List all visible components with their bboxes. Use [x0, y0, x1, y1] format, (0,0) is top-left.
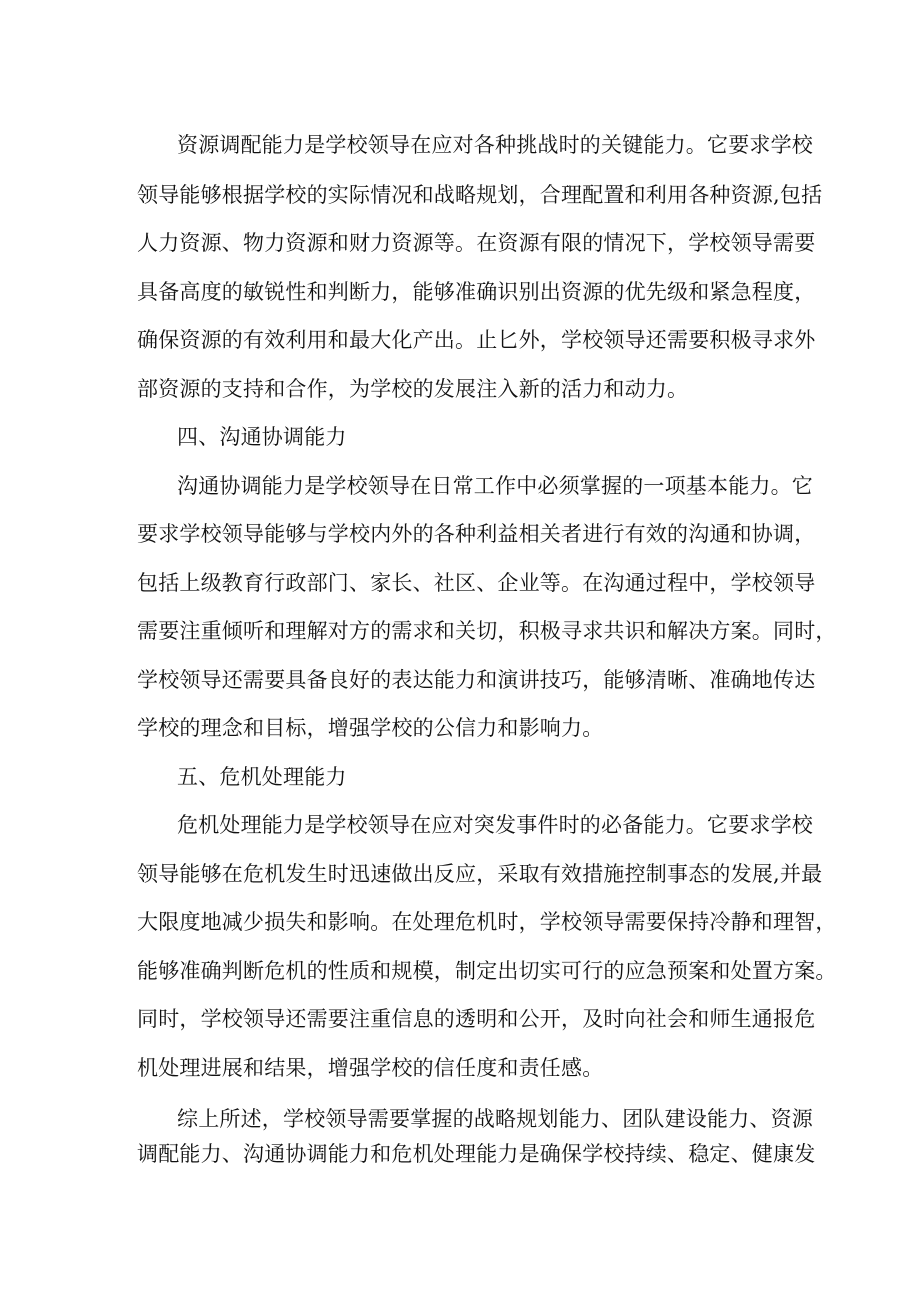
paragraph-line: 综上所述，学校领导需要掌握的战略规划能力、团队建设能力、资源 — [177, 1107, 813, 1131]
paragraph-line: 学校领导还需要具备良好的表达能力和演讲技巧，能够清晰、准确地传达 — [137, 668, 816, 692]
section-heading: 四、沟通协调能力 — [177, 425, 347, 449]
paragraph-line: 沟通协调能力是学校领导在日常工作中必须掌握的一项基本能力。它 — [177, 474, 813, 498]
section-heading: 五、危机处理能力 — [177, 765, 347, 789]
paragraph-line: 人力资源、物力资源和财力资源等。在资源有限的情况下，学校领导需要 — [137, 231, 816, 255]
paragraph-line: 确保资源的有效利用和最大化产出。止匕外，学校领导还需要积极寻求外 — [137, 328, 816, 352]
paragraph-line: 机处理进展和结果，增强学校的信任度和责任感。 — [137, 1056, 604, 1080]
paragraph-line: 领导能够根据学校的实际情况和战略规划，合理配置和利用各种资源,包括 — [137, 183, 823, 207]
paragraph-line: 同时，学校领导还需要注重信息的透明和公开，及时向社会和师生通报危 — [137, 1007, 816, 1031]
paragraph-line: 调配能力、沟通协调能力和危机处理能力是确保学校持续、稳定、健康发 — [137, 1142, 816, 1166]
paragraph-line: 具备高度的敏锐性和判断力，能够准确识别出资源的优先级和紧急程度， — [137, 280, 816, 304]
paragraph-line: 包括上级教育行政部门、家长、社区、企业等。在沟通过程中，学校领导 — [137, 571, 816, 595]
paragraph-line: 学校的理念和目标，增强学校的公信力和影响力。 — [137, 716, 604, 740]
paragraph-line: 大限度地减少损失和影响。在处理危机时，学校领导需要保持冷静和理智， — [137, 910, 837, 934]
paragraph-line: 能够准确判断危机的性质和规模，制定出切实可行的应急预案和处置方案。 — [137, 959, 837, 983]
paragraph-line: 要求学校领导能够与学校内外的各种利益相关者进行有效的沟通和协调， — [137, 522, 816, 546]
paragraph-line: 需要注重倾听和理解对方的需求和关切，积极寻求共识和解决方案。同时， — [137, 619, 837, 643]
paragraph-line: 资源调配能力是学校领导在应对各种挑战时的关键能力。它要求学校 — [177, 133, 813, 157]
paragraph-line: 危机处理能力是学校领导在应对突发事件时的必备能力。它要求学校 — [177, 813, 813, 837]
paragraph-line: 领导能够在危机发生时迅速做出反应，采取有效措施控制事态的发展,并最 — [137, 862, 823, 886]
paragraph-line: 部资源的支持和合作，为学校的发展注入新的活力和动力。 — [137, 377, 689, 401]
